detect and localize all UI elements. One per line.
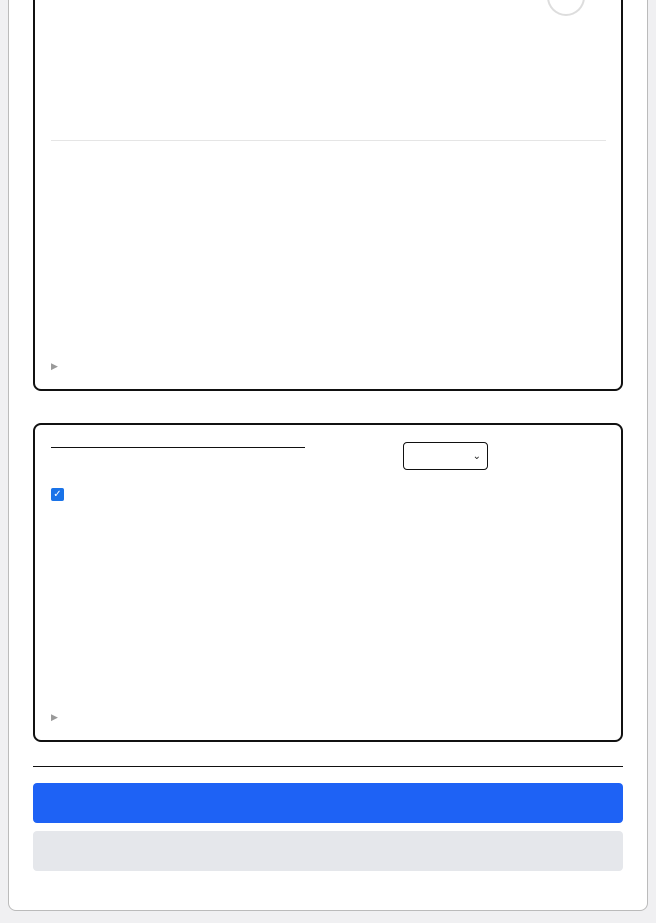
triangle-right-icon: ▶	[51, 361, 58, 371]
frequency-select[interactable]	[403, 442, 488, 470]
checkbox-checked-icon[interactable]: ✓	[51, 488, 64, 501]
section-divider	[51, 140, 606, 141]
person-card-felipe	[33, 423, 623, 742]
chevron-down-icon: ⌄	[472, 450, 481, 462]
footer-divider	[33, 766, 623, 767]
cancel-button[interactable]	[33, 831, 623, 871]
save-button[interactable]	[33, 783, 623, 823]
name-input[interactable]	[51, 444, 305, 448]
history-toggle-1[interactable]	[51, 358, 62, 372]
triangle-right-icon: ▶	[51, 712, 58, 722]
person-card-previous	[33, 0, 623, 391]
active-checkbox-row[interactable]	[51, 488, 72, 501]
history-toggle-2[interactable]	[51, 709, 62, 723]
